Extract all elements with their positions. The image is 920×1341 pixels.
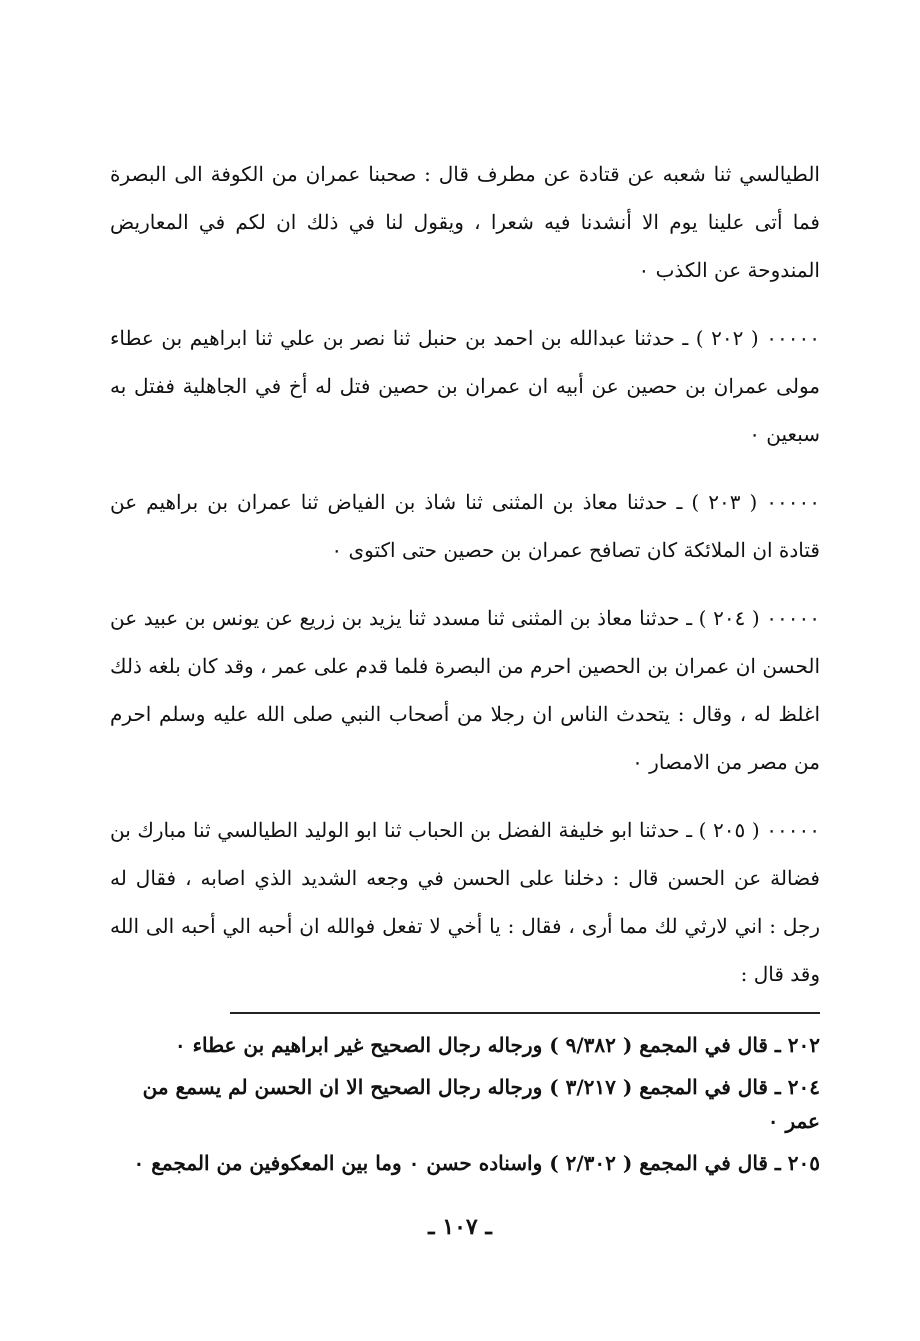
footnote-202: ٢٠٢ ـ قال في المجمع ( ٩/٣٨٢ ) ورجاله رجال الصحيح غير ابراهيم بن عطاء ٠ (174, 1033, 820, 1057)
hadith-205: ٠٠٠٠٠ ( ٢٠٥ ) ـ حدثنا ابو خليفة الفضل بن الحباب ثنا ابو الوليد الطيالسي ثنا مبارك بن فضالة عن الحسن قال : دخلنا على الحسن في وجعه الشديد الذي اصابه ، فقال له رجل : اني لارثي لك مما أرى ، فقال : يا أخي لا تفعل فوالله ان أحبه الي أحبه الى الله وقد قال : (110, 818, 820, 986)
hadith-202: ٠٠٠٠٠ ( ٢٠٢ ) ـ حدثنا عبدالله بن احمد بن حنبل ثنا نصر بن علي ثنا ابراهيم بن عطاء مولى عمران بن حصين عن أبيه ان عمران بن حصين فتل له أخ في الجاهلية ففتل به سبعين ٠ (110, 326, 820, 446)
hadith-204: ٠٠٠٠٠ ( ٢٠٤ ) ـ حدثنا معاذ بن المثنى ثنا مسدد ثنا يزيد بن زريع عن يونس بن عبيد عن الحسن ان عمران بن الحصين احرم من البصرة فلما قدم على عمر ، وقد كان بلغه ذلك اغلظ له ، وقال : يتحدث الناس ان رجلا من أصحاب النبي صلى الله عليه وسلم احرم من مصر من الامصار ٠ (110, 606, 820, 774)
footnote-205: ٢٠٥ ـ قال في المجمع ( ٢/٣٠٢ ) واسناده حسن ٠ وما بين المعكوفين من المجمع ٠ (133, 1151, 820, 1175)
footnote-204: ٢٠٤ ـ قال في المجمع ( ٣/٢١٧ ) ورجاله رجال الصحيح الا ان الحسن لم يسمع من عمر ٠ (142, 1075, 820, 1133)
hadith-203: ٠٠٠٠٠ ( ٢٠٣ ) ـ حدثنا معاذ بن المثنى ثنا شاذ بن الفياض ثنا عمران بن براهيم عن قتادة ان الملائكة كان تصافح عمران بن حصين حتى اكتوى ٠ (110, 490, 820, 562)
footnotes (110, 1028, 820, 1180)
main-text (110, 150, 820, 998)
footnote-separator (230, 1012, 820, 1014)
paragraph-intro: الطيالسي ثنا شعبه عن قتادة عن مطرف قال : صحبنا عمران من الكوفة الى البصرة فما أتى علينا يوم الا أنشدنا فيه شعرا ، ويقول لنا في ذلك ان لكم في المعاريض المندوحة عن الكذب ٠ (110, 162, 820, 282)
page-number: ـ ١٠٧ ـ (428, 1214, 492, 1240)
